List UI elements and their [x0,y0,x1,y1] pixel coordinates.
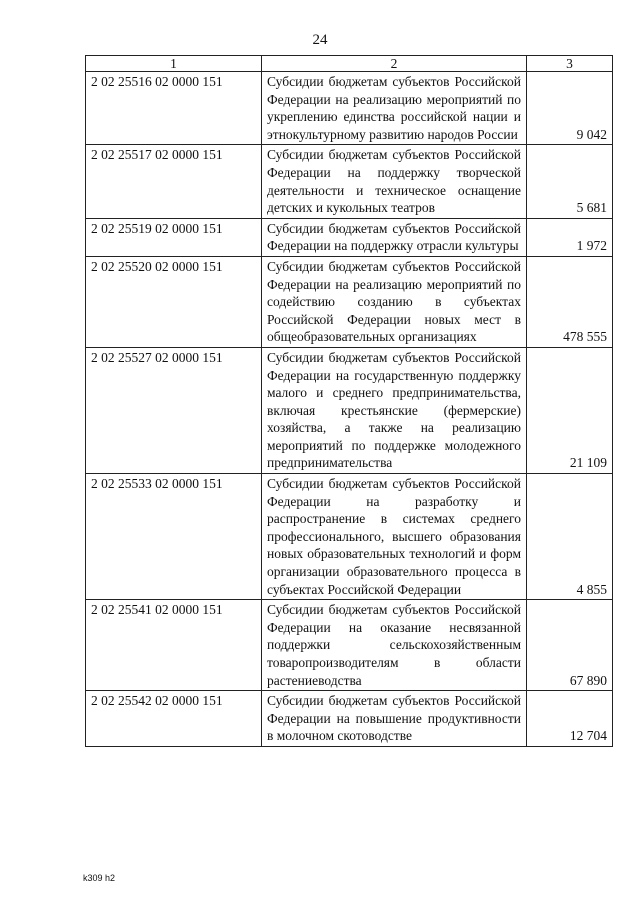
footer-document-code: k309 h2 [83,873,116,883]
subsidy-description: Субсидии бюджетам субъектов Российской Федерации на поддержку творческой деятельности и техническое оснащение детских и кукольных театров [262,145,527,218]
table-row [86,218,613,256]
amount: 4 855 [527,474,613,600]
budget-code: 2 02 25517 02 0000 151 [86,145,262,218]
column-header: 1 [86,56,262,72]
subsidy-description: Субсидии бюджетам субъектов Российской Федерации на поддержку отрасли культуры [262,218,527,256]
amount: 12 704 [527,691,613,747]
amount: 5 681 [527,145,613,218]
budget-code: 2 02 25527 02 0000 151 [86,347,262,473]
amount: 21 109 [527,347,613,473]
page-number: 24 [312,32,328,48]
table-row [86,72,613,145]
budget-code: 2 02 25542 02 0000 151 [86,691,262,747]
budget-table [85,55,613,747]
table-row [86,691,613,747]
amount: 9 042 [527,72,613,145]
column-header: 2 [262,56,527,72]
subsidy-description: Субсидии бюджетам субъектов Российской Федерации на реализацию мероприятий по укреплению единства российской нации и этнокультурному развитию народов России [262,72,527,145]
table-row [86,256,613,347]
subsidy-description: Субсидии бюджетам субъектов Российской Федерации на оказание несвязанной поддержки сельскохозяйственным товаропроизводителям в области растениеводства [262,600,527,691]
subsidy-description: Субсидии бюджетам субъектов Российской Федерации на реализацию мероприятий по содействию созданию в субъектах Российской Федерации новых мест в общеобразовательных организациях [262,256,527,347]
table-row [86,145,613,218]
table-row [86,600,613,691]
budget-code: 2 02 25541 02 0000 151 [86,600,262,691]
budget-code: 2 02 25519 02 0000 151 [86,218,262,256]
amount: 478 555 [527,256,613,347]
budget-code: 2 02 25516 02 0000 151 [86,72,262,145]
table-row [86,474,613,600]
subsidy-description: Субсидии бюджетам субъектов Российской Федерации на разработку и распространение в системах среднего профессионального, высшего образования новых образовательных технологий и форм организации образовательного процесса в субъектах Российской Федерации [262,474,527,600]
table-row [86,347,613,473]
budget-code: 2 02 25520 02 0000 151 [86,256,262,347]
amount: 67 890 [527,600,613,691]
column-header: 3 [527,56,613,72]
amount: 1 972 [527,218,613,256]
subsidy-description: Субсидии бюджетам субъектов Российской Федерации на повышение продуктивности в молочном скотоводстве [262,691,527,747]
budget-code: 2 02 25533 02 0000 151 [86,474,262,600]
subsidy-description: Субсидии бюджетам субъектов Российской Федерации на государственную поддержку малого и среднего предпринимательства, включая крестьянские (фермерские) хозяйства, а также на реализацию мероприятий по поддержке молодежного предпринимательства [262,347,527,473]
table-header-row [86,56,613,72]
